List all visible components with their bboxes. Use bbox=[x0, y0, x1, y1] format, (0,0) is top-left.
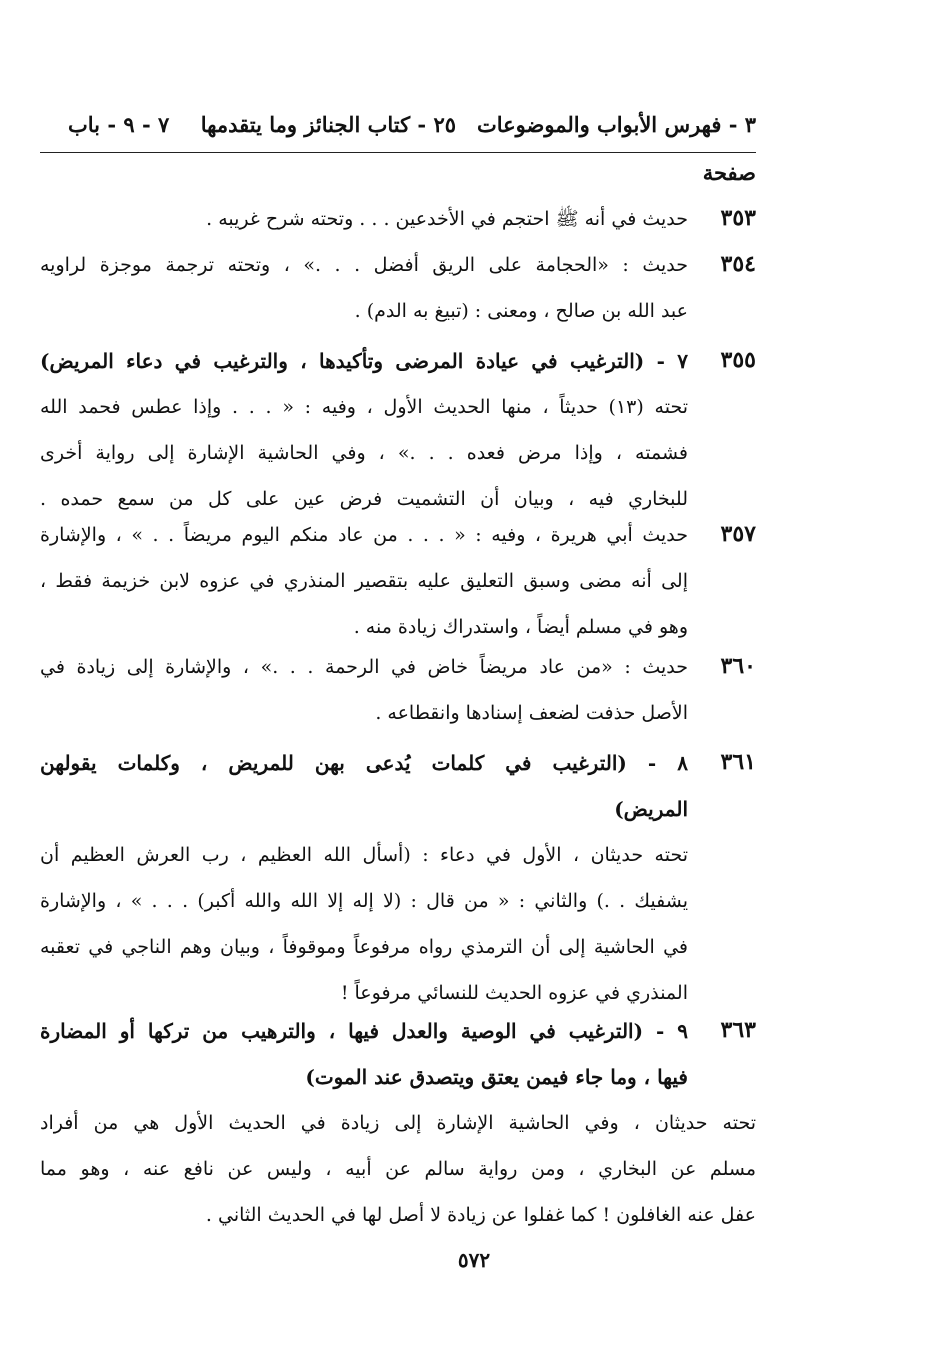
entry-line: حديث : «من عاد مريضاً خاض في الرحمة . . .» ، والإشارة إلى زيادة في bbox=[40, 656, 688, 678]
header-divider bbox=[40, 152, 756, 153]
entry-line: حديث أبي هريرة ، وفيه : « . . . من عاد منكم اليوم مريضاً . . » ، والإشارة bbox=[40, 524, 688, 546]
entry-line: حديث في أنه ﷺ احتجم في الأخدعين . . . وتحته شرح غريبه . bbox=[206, 208, 688, 230]
entry-line: تحته حديثان ، وفي الحاشية الإشارة إلى زيادة في الحديث الأول هي من أفراد bbox=[40, 1112, 756, 1134]
index-entry bbox=[40, 338, 756, 522]
index-entry bbox=[40, 1008, 756, 1238]
entry-line: عبد الله بن صالح ، ومعنى : (تبيغ به الدم) . bbox=[354, 300, 688, 322]
entry-line: تحته حديثان ، الأول في دعاء : (أسأل الله العظيم ، رب العرش العظيم أن bbox=[40, 844, 688, 866]
entry-page-number: ٣٥٤ bbox=[720, 251, 756, 277]
entry-page-number: ٣٥٣ bbox=[720, 205, 756, 231]
entry-line: تحته (١٣) حديثاً ، منها الحديث الأول ، وفيه : « . . . وإذا عطس فحمد الله bbox=[40, 396, 688, 418]
chapter-heading: ٩ - (الترغيب في الوصية والعدل فيها ، والترهيب من تركها أو المضارة bbox=[40, 1019, 688, 1043]
entry-page-number: ٣٦١ bbox=[720, 749, 756, 775]
index-entry bbox=[40, 512, 756, 650]
entry-page-number: ٣٥٥ bbox=[720, 347, 756, 373]
entry-line: مسلم عن البخاري ، ومن رواية سالم عن أبيه ، وليس عن نافع عنه ، وهو مما bbox=[40, 1158, 756, 1180]
header-section-title: ٣ - فهرس الأبواب والموضوعات bbox=[476, 112, 756, 137]
entry-line: للبخاري فيه ، وبيان أن التشميت فرض عين على كل من سمع حمده . bbox=[40, 488, 688, 510]
entry-line: فشمته ، وإذا مرض فعده . . .» ، وفي الحاشية الإشارة إلى رواية أخرى bbox=[40, 442, 688, 464]
index-entry bbox=[40, 740, 756, 1016]
entry-line: المنذري في عزوه الحديث للنسائي مرفوعاً ! bbox=[340, 982, 688, 1004]
entry-line: يشفيك . .) والثاني : « من قال : (لا إله إلا الله والله أكبر) . . . » ، والإشارة bbox=[40, 890, 688, 912]
entry-line: في الحاشية إلى أن الترمذي رواه مرفوعاً وموقوفاً ، وبيان وهم الناجي في تعقبه bbox=[40, 936, 688, 958]
running-header bbox=[40, 112, 756, 146]
entry-line: حديث : «الحجامة على الريق أفضل . . .» ، وتحته ترجمة موجزة لراويه bbox=[40, 254, 688, 276]
header-chapter-range: ٧ - ٩ - باب bbox=[68, 112, 170, 137]
header-book-title: ٢٥ - كتاب الجنائز وما يتقدمها bbox=[200, 112, 456, 137]
index-entry bbox=[40, 196, 756, 242]
chapter-heading: ٧ - (الترغيب في عيادة المرضى وتأكيدها ، والترغيب في دعاء المريض) bbox=[40, 349, 688, 373]
index-entry bbox=[40, 644, 756, 736]
entry-page-number: ٣٥٧ bbox=[720, 521, 756, 547]
chapter-heading: ٨ - (الترغيب في كلمات يُدعى بهن للمريض ، وكلمات يقولهن bbox=[40, 751, 688, 775]
index-entry bbox=[40, 242, 756, 334]
chapter-heading-continued: فيها ، وما جاء فيمن يعتق ويتصدق عند الموت) bbox=[305, 1065, 688, 1089]
entry-line: عفل عنه الغافلون ! كما غفلوا عن زيادة لا أصل لها في الحديث الثاني . bbox=[205, 1204, 756, 1226]
page-number: ٥٧٢ bbox=[457, 1248, 491, 1272]
chapter-heading-continued: المريض) bbox=[614, 797, 688, 821]
entry-line: الأصل حذفت لضعف إسنادها وانقطاعه . bbox=[375, 702, 688, 724]
entry-page-number: ٣٦٣ bbox=[720, 1017, 756, 1043]
entry-page-number: ٣٦٠ bbox=[720, 653, 756, 679]
entry-line: إلى أنه مضى وسبق التعليق عليه بتقصير المنذري في عزوه لابن خزيمة فقط ، bbox=[40, 570, 688, 592]
page-column-label: صفحة bbox=[702, 160, 756, 185]
entry-line: وهو في مسلم أيضاً ، واستدراك زيادة منه . bbox=[353, 616, 688, 638]
